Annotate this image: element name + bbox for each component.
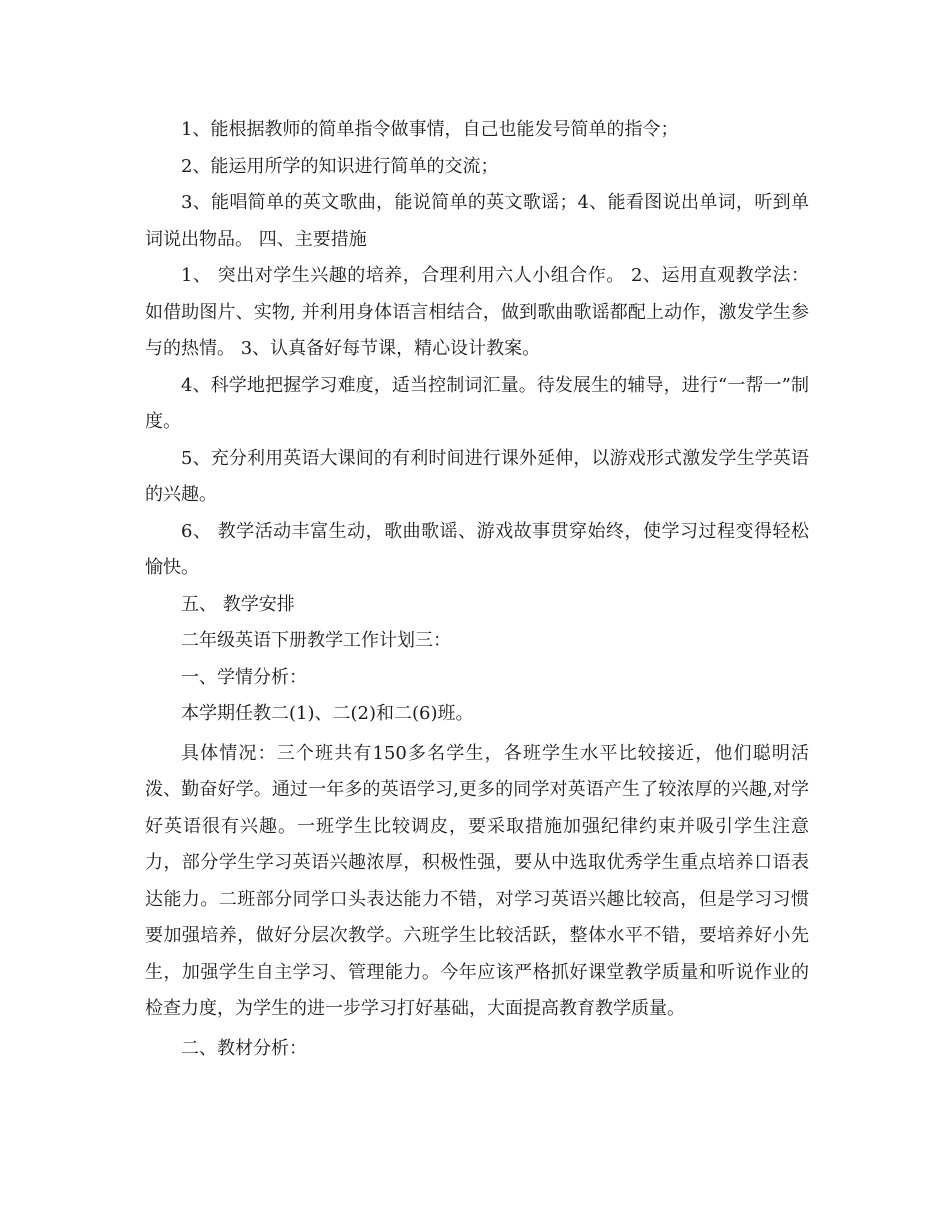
paragraph-goal-3-4: 3、能唱简单的英文歌曲，能说简单的英文歌谣；4、能看图说出单词，听到单词说出物品。 四、主要措施 xyxy=(145,192,809,250)
paragraph-measure-1-3: 1、 突出对学生兴趣的培养，合理利用六人小组合作。 2、运用直观教学法：如借助图片、实物, 并利用身体语言相结合，做到歌曲歌谣都配上动作，激发学生参与的热情。 3、认真备好每节课，精心设计教案。 xyxy=(145,265,809,359)
paragraph-goal-1: 1、能根据教师的简单指令做事情，自己也能发号简单的指令； xyxy=(181,119,679,140)
section-heading-material-analysis: 二、教材分析： xyxy=(181,1037,307,1059)
paragraph-details: 具体情况：三个班共有150多名学生，各班学生水平比较接近，他们聪明活泼、勤奋好学。通过一年多的英语学习,更多的同学对英语产生了较浓厚的兴趣,对学好英语很有兴趣。一班学生比较调皮，要采取措施加强纪律约束并吸引学生注意力，部分学生学习英语兴趣浓厚，积极性强，要从中选取优秀学生重点培养口语表达能力。二班部分同学口头表达能力不错，对学习英语兴趣比较高，但是学习习惯要加强培养，做好分层次教学。六班学生比较活跃，整体水平不错，要培养好小先生，加强学生自主学习、管理能力。今年应该严格抓好课堂教学质量和听说作业的检查力度，为学生的进一步学习打好基础，大面提高教育教学质量。 xyxy=(145,742,809,1019)
document-body xyxy=(145,112,809,1067)
section-heading-student-analysis: 一、学情分析： xyxy=(181,666,307,688)
paragraph-classes: 本学期任教二(1)、二(2)和二(6)班。 xyxy=(181,703,474,724)
section-heading-teaching-schedule: 五、 教学安排 xyxy=(181,593,295,615)
paragraph-goal-2: 2、能运用所学的知识进行简单的交流； xyxy=(181,155,499,177)
paragraph-measure-6: 6、 教学活动丰富生动，歌曲歌谣、游戏故事贯穿始终，使学习过程变得轻松愉快。 xyxy=(145,520,809,578)
document-subtitle: 二年级英语下册教学工作计划三： xyxy=(181,630,451,651)
paragraph-measure-5: 5、充分利用英语大课间的有利时间进行课外延伸，以游戏形式激发学生学英语的兴趣。 xyxy=(145,447,809,505)
paragraph-measure-4: 4、科学地把握学习难度，适当控制词汇量。待发展生的辅导，进行“一帮一”制度。 xyxy=(145,374,809,432)
